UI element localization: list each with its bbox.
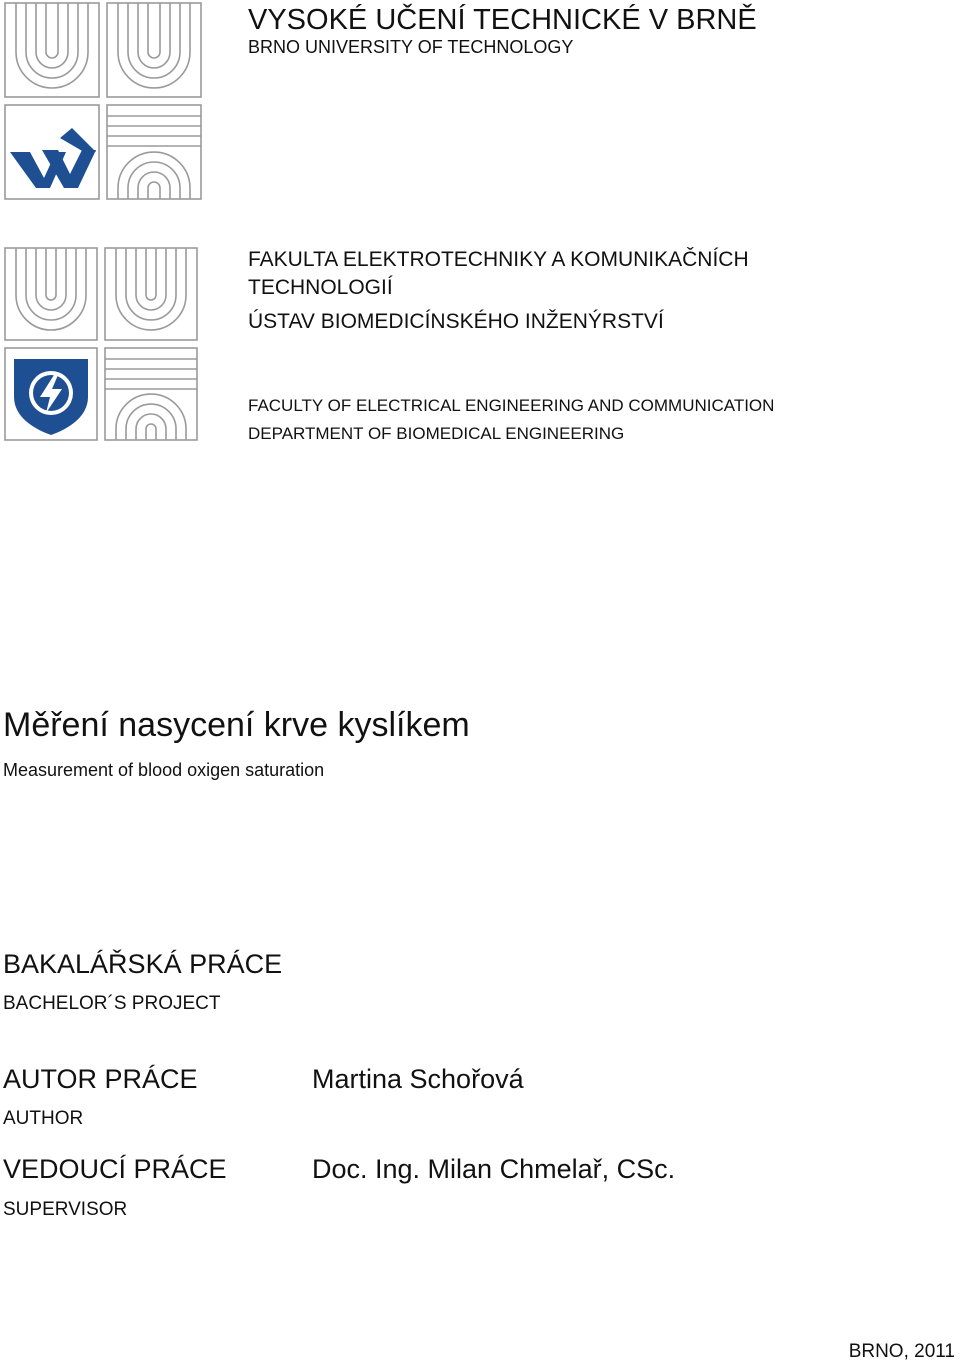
supervisor-name: Doc. Ing. Milan Chmelař, CSc. <box>312 1154 676 1184</box>
faculty-name-line2: TECHNOLOGIÍ <box>248 276 393 299</box>
author-name: Martina Schořová <box>312 1064 524 1094</box>
work-type-en: BACHELOR´S PROJECT <box>3 993 221 1014</box>
supervisor-label: VEDOUCÍ PRÁCE <box>3 1154 227 1184</box>
department-name-en: DEPARTMENT OF BIOMEDICAL ENGINEERING <box>248 424 625 443</box>
vut-logo-icon <box>4 2 202 200</box>
faculty-name-en: FACULTY OF ELECTRICAL ENGINEERING AND COMMUNICATION <box>248 396 775 415</box>
thesis-title-en: Measurement of blood oxigen saturation <box>3 760 325 780</box>
author-label: AUTOR PRÁCE <box>3 1064 198 1094</box>
supervisor-label-en: SUPERVISOR <box>3 1199 128 1220</box>
place-year: BRNO, 2011 <box>848 1341 955 1362</box>
department-name: ÚSTAV BIOMEDICÍNSKÉHO INŽENÝRSTVÍ <box>248 310 664 333</box>
work-type: BAKALÁŘSKÁ PRÁCE <box>3 949 283 979</box>
thesis-title: Měření nasycení krve kyslíkem <box>3 706 470 744</box>
university-name-en: BRNO UNIVERSITY OF TECHNOLOGY <box>248 37 574 57</box>
fekt-logo-icon <box>4 247 198 441</box>
author-label-en: AUTHOR <box>3 1108 84 1129</box>
faculty-name-line1: FAKULTA ELEKTROTECHNIKY A KOMUNIKAČNÍCH <box>248 248 749 271</box>
university-name: VYSOKÉ UČENÍ TECHNICKÉ V BRNĚ <box>248 4 757 36</box>
